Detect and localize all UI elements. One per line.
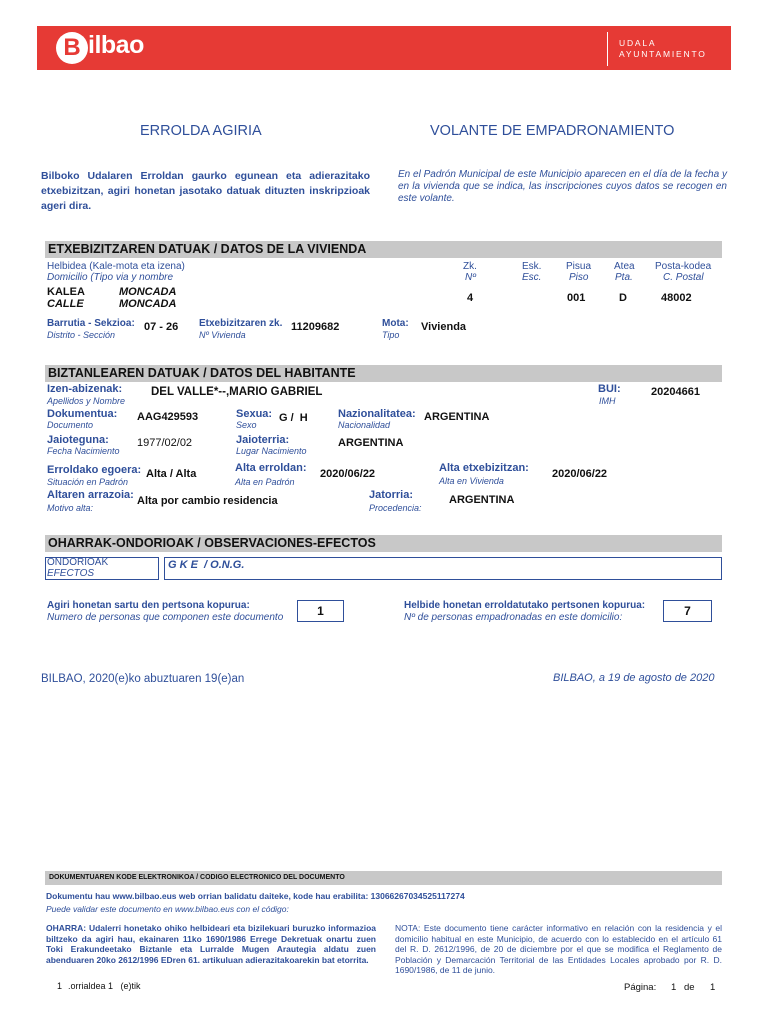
jatorria-value: ARGENTINA: [449, 494, 515, 506]
section-vivienda: ETXEBIZITZAREN DATUAK / DATOS DE LA VIVIENDA: [45, 241, 722, 258]
documento-label: Documento: [47, 420, 94, 430]
count-right-label: Helbide honetan erroldatutako pertsonen kopurua:: [404, 600, 646, 611]
esk-label: Esk.: [522, 261, 542, 272]
intro-eu: Bilboko Udalaren Erroldan gaurko egunean eta adierazitako etxebizitzan, agiri honetan jasotako datuak dituzten inskripzioak ageri dira.: [41, 170, 370, 212]
jaio-value: 1977/02/02: [137, 437, 193, 449]
count-left-label: Agiri honetan sartu den pertsona kopurua:: [47, 600, 250, 611]
alta-padron-label: Alta en Padrón: [235, 477, 295, 487]
posta-value: 48002: [661, 292, 692, 304]
naz-value: ARGENTINA: [424, 411, 490, 423]
mota-label: Mota:: [382, 318, 409, 329]
imh-label: IMH: [599, 396, 616, 406]
situacion-label: Situación en Padrón: [47, 477, 129, 487]
footer-de: de: [684, 982, 695, 993]
header-divider: [607, 32, 608, 66]
section-habitante: BIZTANLEAREN DATUAK / DATOS DEL HABITANTE: [45, 365, 722, 382]
domicilio-label: Domicilio (Tipo via y nombre: [47, 272, 174, 283]
procedencia-label: Procedencia:: [369, 503, 422, 513]
logo-text: ilbao: [88, 31, 144, 59]
code-line-eu: Dokumentu hau www.bilbao.eus web orrian balidatu daiteke, kode hau erabilita: 13066267034525117274: [46, 891, 465, 901]
logo-letter: B: [63, 34, 81, 61]
count-right-value: 7: [663, 600, 712, 622]
title-es: VOLANTE DE EMPADRONAMIENTO: [430, 123, 675, 139]
note-eu: OHARRA: Udalerri honetako ohiko helbideari eta bizilekuari buruzko informazioa biltzeko da agiri hau, ekainaren 11ko 1690/1986 Errege Dekretuak onartu zuen Toki Erakundeetako Biztanle eta Lurralde Mugen Arautegia aldatu zuen abenduaren 20ko 2612/1996 EDren 61. artikuluan adierazitakoarekin bat etorrita.: [46, 923, 376, 965]
jatorria-label: Jatorria:: [369, 489, 414, 501]
helbidea-label: Helbidea (Kale-mota eta izena): [47, 261, 185, 272]
tipo-via-eu: KALEA: [47, 286, 85, 298]
footer-page-num: 1: [671, 982, 677, 993]
arrazoia-label: Altaren arrazoia:: [47, 489, 134, 501]
alta-vivienda-label: Alta en Vivienda: [439, 476, 504, 486]
altaetx-label: Alta etxebizitzan:: [439, 462, 529, 474]
etxezk-label: Etxebizitzaren zk.: [199, 318, 283, 329]
zk-label: Zk.: [463, 261, 477, 272]
sexua-label: Sexua:: [236, 408, 273, 420]
distrito-label: Distrito - Sección: [47, 330, 116, 340]
etxezk-value: 11209682: [291, 321, 340, 333]
pisua-value: 001: [567, 292, 586, 304]
lugar-nac-label: Lugar Nacimiento: [236, 446, 307, 456]
count-left-value: 1: [297, 600, 344, 622]
footer-page-label: Página:: [624, 982, 657, 993]
bui-value: 20204661: [651, 386, 700, 398]
esc-label: Esc.: [522, 272, 542, 283]
barrutia-value: 07 - 26: [144, 321, 179, 333]
jaiot-label: Jaioterria:: [236, 434, 290, 446]
title-eu: ERROLDA AGIRIA: [140, 123, 262, 139]
altaerr-value: 2020/06/22: [320, 468, 376, 480]
atea-value: D: [619, 292, 627, 304]
dok-value: AAG429593: [137, 411, 199, 423]
footer-total: 1: [710, 982, 716, 993]
izena-value: DEL VALLE*--,MARIO GABRIEL: [151, 386, 323, 398]
mota-value: Vivienda: [421, 321, 467, 333]
motivo-label: Motivo alta:: [47, 503, 94, 513]
code-bar: DOKUMENTUAREN KODE ELEKTRONIKOA / CODIGO ELECTRONICO DEL DOCUMENTO: [45, 871, 722, 885]
naz-label: Nazionalitatea:: [338, 408, 416, 420]
posta-label: Posta-kodea: [655, 261, 712, 272]
nombre-via-eu: MONCADA: [119, 286, 177, 298]
sexo-label: Sexo: [236, 420, 257, 430]
ondorioak-label: ONDORIOAK: [47, 557, 109, 568]
piso-label: Piso: [569, 272, 589, 283]
header-ayuntamiento: AYUNTAMIENTO: [619, 49, 707, 59]
atea-label: Atea: [614, 261, 635, 272]
count-left-sub: Numero de personas que componen este documento: [47, 612, 284, 623]
fecha-nac-label: Fecha Nacimiento: [47, 446, 120, 456]
code-line-es: Puede validar este documento en www.bilbao.eus con el código:: [46, 904, 289, 914]
cpostal-label: C. Postal: [663, 272, 704, 283]
zk-value: 4: [467, 292, 474, 304]
altaerr-label: Alta erroldan:: [235, 462, 307, 474]
dok-label: Dokumentua:: [47, 408, 118, 420]
date-eu: BILBAO, 2020(e)ko abuztuaren 19(e)an: [41, 673, 245, 685]
efectos-value: G K E / O.N.G.: [168, 559, 245, 571]
jaiot-value: ARGENTINA: [338, 437, 404, 449]
sexua-value: G / H: [279, 412, 308, 424]
efectos-label: EFECTOS: [47, 568, 95, 579]
note-es: NOTA: Este documento tiene carácter informativo en relación con la residencia y el domicilio habitual en este Municipio, de acuerdo con lo establecido en el artículo 61 del R. D. 2612/1996, de 20 de diciembre por el que se modifica el Reglamento de Población y Demarcación Territorial de las Entidades Locales aprobado por R. D. 1690/1986, de 11 de junio.: [395, 923, 722, 975]
num-label: Nº: [465, 272, 476, 283]
pta-label: Pta.: [615, 272, 633, 283]
intro-es: En el Padrón Municipal de este Municipio aparecen en el día de la fecha y en la vivienda que se indica, las inscripciones cuyos datos se recogen en este volante.: [398, 169, 727, 204]
header-udala: UDALA: [619, 38, 657, 48]
barrutia-label: Barrutia - Sekzioa:: [47, 318, 135, 329]
apellidos-label: Apellidos y Nombre: [47, 396, 126, 406]
izena-label: Izen-abizenak:: [47, 383, 123, 395]
nvivienda-label: Nº Vivienda: [199, 330, 246, 340]
pisua-label: Pisua: [566, 261, 592, 272]
arrazoia-value: Alta por cambio residencia: [137, 495, 278, 507]
efectos-value-box: [164, 557, 722, 580]
egoera-label: Erroldako egoera:: [47, 464, 142, 476]
footer-left-num: 1: [57, 981, 63, 991]
tipo-via-es: CALLE: [47, 298, 84, 310]
altaetx-value: 2020/06/22: [552, 468, 608, 480]
date-es: BILBAO, a 19 de agosto de 2020: [553, 672, 715, 684]
nombre-via-es: MONCADA: [119, 298, 177, 310]
count-right-sub: Nº de personas empadronadas en este domicilio:: [404, 612, 623, 623]
footer-left-text: .orrialdea 1 (e)tik: [68, 981, 141, 991]
bui-label: BUI:: [598, 383, 621, 395]
nacionalidad-label: Nacionalidad: [338, 420, 391, 430]
jaio-label: Jaioteguna:: [47, 434, 109, 446]
section-observaciones: OHARRAK-ONDORIOAK / OBSERVACIONES-EFECTOS: [45, 535, 722, 552]
tipo-label: Tipo: [382, 330, 400, 340]
egoera-value: Alta / Alta: [146, 468, 197, 480]
